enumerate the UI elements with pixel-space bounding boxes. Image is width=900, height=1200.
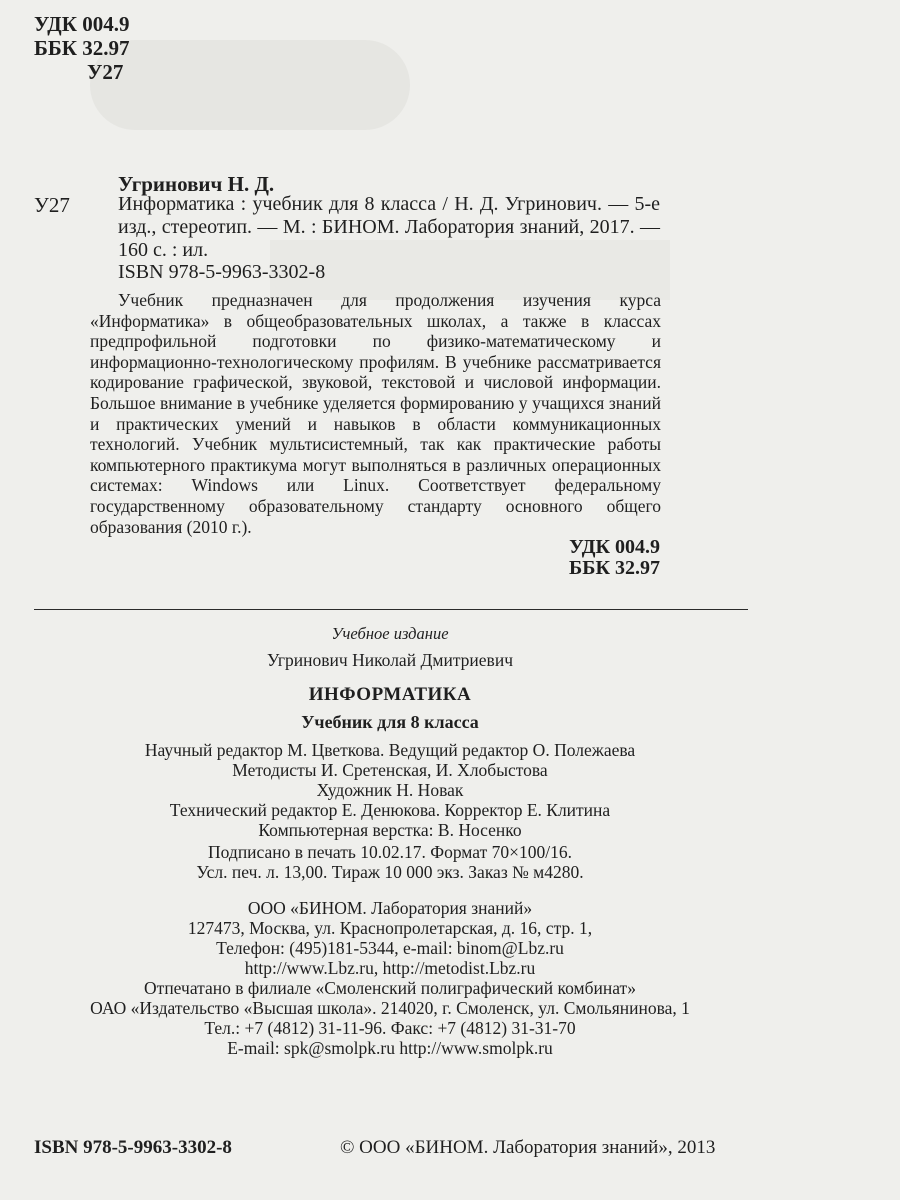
printer-line: E-mail: spk@smolpk.ru http://www.smolpk.ru — [227, 1038, 553, 1058]
printer-line: ОАО «Издательство «Высшая школа». 214020, г. Смоленск, ул. Смольянинова, 1 — [90, 998, 690, 1018]
annotation: Учебник предназначен для продолжения изучения курса «Информатика» в общеобразовательных школах, а также в классах предпрофильной подготовки по физико-математическому и информационно-технологическому профилям. В учебнике рассматривается кодирование графической, звуковой, текстовой и числовой информации. Большое внимание в учебнике уделяется формированию у учащихся знаний и практических умений и навыков в области коммуникационных технологий. Учебник мультисистемный, так как практические работы компьютерного практикума могут выполняться в различных операционных системах: Windows или Linux. Соответствует федеральному государственному образовательному стандарту основного общего образования (2010 г.). — [90, 290, 661, 537]
credit-line: Художник Н. Новак — [316, 780, 464, 800]
top-classification — [34, 12, 130, 84]
catalog-index: У27 — [34, 193, 70, 217]
catalog-isbn: ISBN 978-5-9963-3302-8 — [118, 261, 326, 283]
publisher-line: http://www.Lbz.ru, http://metodist.Lbz.ru — [244, 958, 536, 978]
bottom-classification — [569, 537, 660, 579]
credit-line: Научный редактор М. Цветкова. Ведущий редактор О. Полежаева — [144, 740, 636, 760]
catalog-author: Угринович Н. Д. — [118, 172, 275, 196]
edition-title: ИНФОРМАТИКА — [308, 684, 472, 705]
edition-label: Учебное издание — [331, 624, 449, 643]
udk-code: УДК 004.9 — [569, 536, 660, 558]
credits-block — [0, 740, 780, 840]
bbk-code: ББК 32.97 — [34, 36, 130, 60]
edition-subtitle: Учебник для 8 класса — [301, 712, 479, 732]
credit-line: Методисты И. Сретенская, И. Хлобыстова — [232, 760, 548, 780]
printer-line: Отпечатано в филиале «Смоленский полиграфический комбинат» — [144, 978, 636, 998]
publisher-line: 127473, Москва, ул. Краснопролетарская, д. 16, стр. 1, — [187, 918, 593, 938]
udk-code: УДК 004.9 — [34, 12, 130, 36]
author-mark: У27 — [87, 60, 124, 84]
printer-line: Тел.: +7 (4812) 31-11-96. Факс: +7 (4812) 31-31-70 — [204, 1018, 576, 1038]
footer-copyright: © ООО «БИНОМ. Лаборатория знаний», 2013 — [340, 1137, 716, 1158]
credit-line: Технический редактор Е. Денюкова. Корректор Е. Клитина — [169, 800, 611, 820]
bibliographic-description: Информатика : учебник для 8 класса / Н. Д. Угринович. — 5-е изд., стереотип. — М. : БИНОМ. Лаборатория знаний, 2017. — 160 с. : ил. — [118, 193, 660, 261]
publisher-line: ООО «БИНОМ. Лаборатория знаний» — [247, 898, 533, 918]
edition-author: Угринович Николай Дмитриевич — [267, 650, 513, 670]
printer-block — [0, 978, 780, 1058]
print-info-block — [0, 842, 780, 882]
print-info-line: Усл. печ. л. 13,00. Тираж 10 000 экз. Заказ № м4280. — [196, 862, 584, 882]
credit-line: Компьютерная верстка: В. Носенко — [258, 820, 522, 840]
footer-isbn: ISBN 978-5-9963-3302-8 — [34, 1137, 232, 1158]
publisher-line: Телефон: (495)181-5344, e-mail: binom@Lbz.ru — [216, 938, 564, 958]
show-through-decoration — [90, 40, 410, 130]
bbk-code: ББК 32.97 — [569, 557, 660, 579]
print-info-line: Подписано в печать 10.02.17. Формат 70×100/16. — [208, 842, 572, 862]
publisher-block — [0, 898, 780, 978]
section-divider — [34, 609, 748, 610]
